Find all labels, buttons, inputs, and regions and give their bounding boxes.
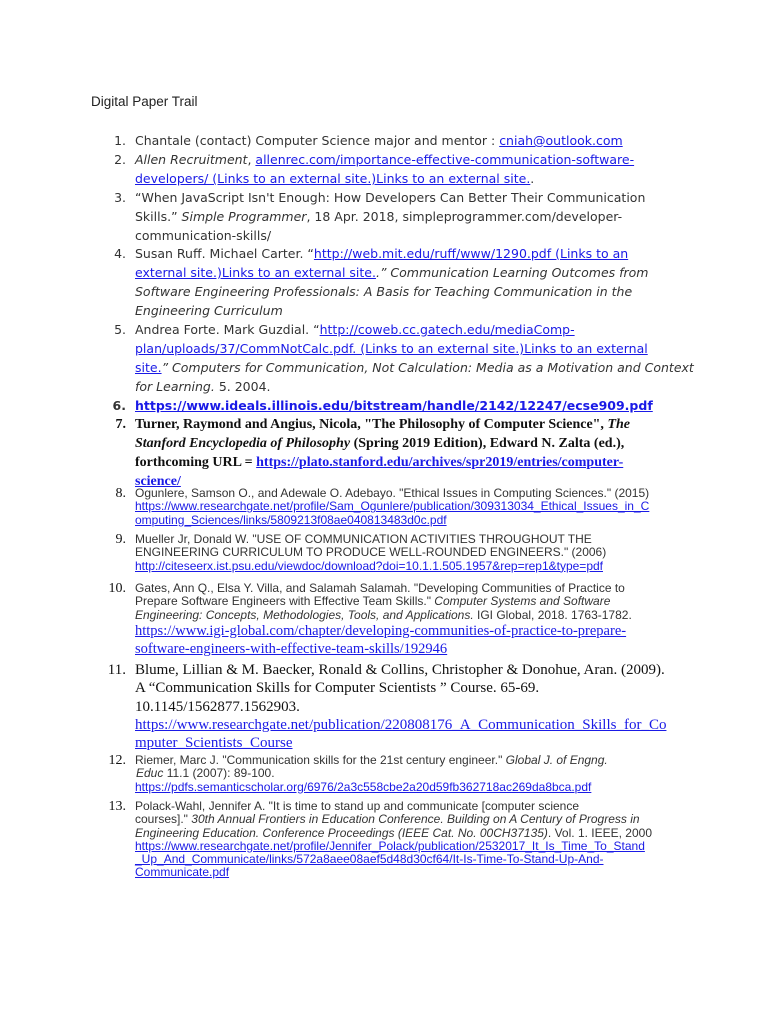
document-page: Digital Paper Trail 1. Chantale (contact) Computer Science major and mentor : cniah@outlook.com 2. Allen Recruitment, allenrec.com/importance-effective-communication-software- developers/ (Links to an external site.)Links to an external site.. 3. “When JavaScript Isn't Enough: How Developers Can Better Their Communication Skills.” Simple Programmer, 18 Apr. 2018, simpleprogrammer.com/developer- communication-skills/ 4. Susan Ruff. Michael Carter. “http://web.mit.edu/ruff/www/1290.pdf (Links to an external site.)Links to an external site..” Communication Learning Outcomes from Software Engineering Professionals: A Basis for Teaching Communication in the Engineering Curriculum 5. Andrea Forte. Mark Guzdial. “http://coweb.cc.gatech.edu/mediaComp- plan/uploads/37/CommNotCalc.pdf. (Links to an external site.)Links to an external site.” Computers for Communication, Not Calculation: Media as a Motivation and Context for Learning. 5. 2004. 6. https://www.ideals.illinois.edu/bitstream/handle/2142/12247/ecse909.pdf 7. Turner, Raymond and Angius, Nicola, "The Philosophy of Computer Science", The Stanford Encyclopedia of Philosophy (Spring 2019 Edition), Edward N. Zalta (ed.), forthcoming URL = https://plato.stanford.edu/archives/spr2019/entries/computer- science/ 8. Ogunlere, Samson O., and Adewale O. Adebayo. "Ethical Issues in Computing Sciences." (2015) https://www.researchgate.net/profile/Sam_Ogunlere/publication/309313034_Ethical_Issues_in_C omputing_Sciences/links/5809213f08ae040813483d0c.pdf 9. Mueller Jr, Donald W. "USE OF COMMUNICATION ACTIVITIES THROUGHOUT THE ENGINEERING CURRICULUM TO PRODUCE WELL-ROUNDED ENGINEERS." (2006) http://citeseerx.ist.psu.edu/viewdoc/download?doi=10.1.1.505.1957&rep=rep1&type=pdf 10. Gates, Ann Q., Elsa Y. Villa, and Salamah Salamah. "Developing Communities of Practice to Prepare Software Engineers with Effective Team Skills." Computer Systems and Software Engineering: Concepts, Methodologies, Tools, and Applications. IGI Global, 2018. 1763-1782. https://www.igi-global.com/chapter/developing-communities-of-practice-to-prepare- software-engineers-with-effective-team-skills/192946 11. Blume, Lillian & M. Baecker, Ronald & Collins, Christopher & Donohue, Aran. (2009). A “Communication Skills for Computer Scientists ” Course. 65-69. 10.1145/1562877.1562903. https://www.researchgate.net/publication/220808176_A_Communication_Skills_for_Co mputer_Scientists_Course 12. Riemer, Marc J. "Communication skills for the 21st century engineer." Global J. of Engng. Educ 11.1 (2007): 89-100. https://pdfs.semanticscholar.org/6976/2a3c558cbe2a20d59fb362718ac269da8bca.pdf 13. Polack-Wahl, Jennifer A. "It is time to stand up and communicate [computer science courses]." 30th Annual Frontiers in Education Conference. Building on A Century of Progress in Engineering Education. Conference Proceedings (IEEE Cat. No. 00CH37135). Vol. 1. IEEE, 2000 https://www.researchgate.net/profile/Jennifer_Polack/publication/2532017_It_Is_Time_To_Stand _Up_And_Communicate/links/572a8aee08aef5d48d30cf64/It-Is-Time-To-Stand-Up-And- Communicate.pdf xyxy=(91,94,694,880)
item-number: 8. xyxy=(115,486,126,501)
reference-link[interactable]: https://pdfs.semanticscholar.org/6976/2a3c558cbe2a20d59fb362718ac269da8bca.pdf xyxy=(135,779,592,794)
reference-link[interactable]: https://www.researchgate.net/profile/Jennifer_Polack/publication/2532017_It_Is_Time_To_Stand xyxy=(135,838,645,853)
reference-link[interactable]: software-engineers-with-effective-team-skills/192946 xyxy=(135,641,448,658)
item-number: 5. xyxy=(114,322,126,337)
item-number: 12. xyxy=(108,753,126,768)
reference-link[interactable]: https://plato.stanford.edu/archives/spr2019/entries/computer- xyxy=(256,455,624,470)
reference-link[interactable]: https://www.ideals.illinois.edu/bitstream/handle/2142/12247/ecse909.pdf xyxy=(135,398,653,413)
reference-link[interactable]: developers/ (Links to an external site.)Links to an external site. xyxy=(135,171,531,186)
item-number: 9. xyxy=(115,532,126,547)
reference-link[interactable]: science/ xyxy=(135,474,181,489)
reference-link[interactable]: http://coweb.cc.gatech.edu/mediaComp- xyxy=(319,322,575,337)
item-number: 11. xyxy=(107,662,126,678)
page-title: Digital Paper Trail xyxy=(91,94,198,109)
item-number: 3. xyxy=(114,190,126,205)
item-number: 2. xyxy=(114,152,126,167)
reference-link[interactable]: site. xyxy=(135,360,162,375)
reference-link[interactable]: http://web.mit.edu/ruff/www/1290.pdf (Links to an xyxy=(313,246,629,261)
reference-link[interactable]: _Up_And_Communicate/links/572a8aee08aef5d48d30cf64/It-Is-Time-To-Stand-Up-And- xyxy=(135,852,604,867)
reference-link[interactable]: external site.)Links to an external site. xyxy=(135,265,376,280)
reference-link[interactable]: plan/uploads/37/CommNotCalc.pdf. (Links to an external site.)Links to an external xyxy=(135,341,648,356)
reference-link[interactable]: https://www.igi-global.com/chapter/developing-communities-of-practice-to-prepare- xyxy=(135,622,627,639)
item-number: 13. xyxy=(108,799,126,814)
reference-link[interactable]: omputing_Sciences/links/5809213f08ae040813483d0c.pdf xyxy=(135,512,447,527)
item-number: 10. xyxy=(108,581,126,596)
item-number: 7. xyxy=(115,417,126,432)
reference-link[interactable]: http://citeseerx.ist.psu.edu/viewdoc/download?doi=10.1.1.505.1957&rep=rep1&type=pdf xyxy=(135,558,603,573)
reference-link[interactable]: allenrec.com/importance-effective-communication-software- xyxy=(255,152,635,167)
item-number: 4. xyxy=(114,246,126,261)
reference-link[interactable]: Communicate.pdf xyxy=(135,865,230,880)
reference-link[interactable]: mputer_Scientists_Course xyxy=(135,735,293,752)
reference-link[interactable]: https://www.researchgate.net/profile/Sam_Ogunlere/publication/309313034_Ethical_Issues_in_C xyxy=(135,499,650,514)
reference-link[interactable]: https://www.researchgate.net/publication/220808176_A_Communication_Skills_for_Co xyxy=(135,716,667,733)
item-number: 6. xyxy=(112,398,126,413)
item-number: 1. xyxy=(114,133,126,148)
email-link[interactable]: cniah@outlook.com xyxy=(499,133,623,148)
